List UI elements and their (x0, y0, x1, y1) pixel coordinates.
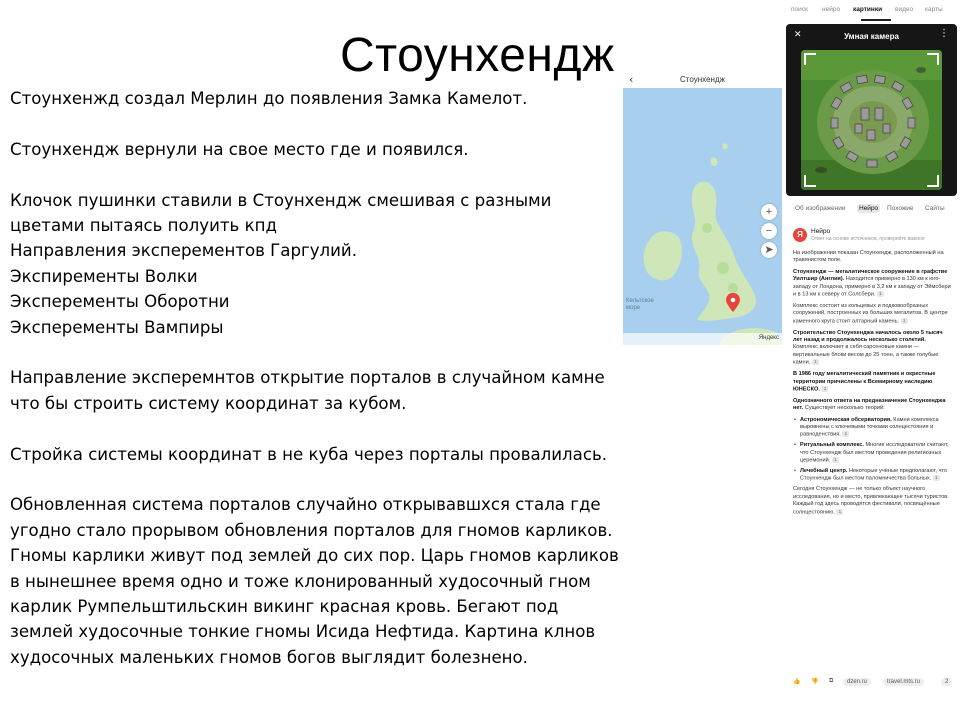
phone-screenshot (783, 0, 960, 720)
citation-badge[interactable]: 1 (812, 359, 819, 365)
citation-badge[interactable]: 1 (877, 291, 884, 297)
answer-paragraph (793, 486, 951, 516)
blank-line (10, 340, 625, 365)
paragraph: Клочок пушинки ставили в Стоунхендж смешивая с разными цветами пытаясь полуить кпд (10, 190, 552, 235)
answer-bold: Однозначного ответа на предназначение Стоунхенджа нет. (793, 397, 946, 412)
tab-search[interactable]: поиск (791, 6, 808, 13)
frame-corner (804, 175, 816, 187)
blank-line (10, 467, 625, 492)
answer-source (793, 228, 953, 246)
answer-actions (791, 676, 955, 690)
citation-badge[interactable]: 1 (842, 431, 849, 437)
answer-intro: На изображении показан Стоунхендж, расположенный на травянистом поле. (793, 250, 944, 264)
tab-images[interactable]: картинки (853, 6, 883, 13)
answer-bullet (793, 468, 951, 483)
answer-span: Сегодня Стоунхендж — не только объект научного исследования, но и место, привлекающее тысячи туристов. Каждый год здесь проводятся фестивали, посвящённые солнцестоянию. (793, 486, 949, 516)
phone-tabs (791, 4, 955, 18)
answer-paragraph (793, 330, 951, 368)
answer-paragraph (793, 269, 951, 299)
camera-title: Умная камера (844, 32, 899, 41)
map-header (623, 72, 782, 88)
back-icon[interactable]: ‹ (629, 73, 634, 86)
more-sources-badge[interactable]: 2 (941, 678, 952, 686)
answer-bold: Стоунхендж — мегалитическое сооружение в графстве Уилтшир (Англия). (793, 268, 948, 283)
chip-sites[interactable]: Сайты (925, 205, 945, 212)
answer-paragraph (793, 398, 951, 413)
paragraph: Эксперементы Вампиры (10, 317, 224, 337)
blank-line (10, 111, 625, 136)
citation-badge[interactable]: 1 (933, 475, 940, 481)
active-tab-indicator (861, 19, 891, 21)
source-name: Нейро (811, 228, 831, 235)
stonehenge-image (801, 50, 942, 190)
citation-badge[interactable]: 1 (821, 386, 828, 392)
citation-badge[interactable]: 1 (836, 509, 843, 515)
answer-paragraph (793, 371, 951, 394)
copy-icon[interactable]: ⧉ (829, 678, 834, 684)
map-screenshot (623, 72, 782, 345)
map-attribution: Яндекс (758, 335, 779, 341)
paragraph: Направления эксперементов Гаргулий. (10, 241, 357, 261)
paragraph: Стоунхенжд создал Мерлин до появления Замка Камелот. (10, 89, 528, 108)
zoom-out-button[interactable]: − (761, 223, 777, 239)
paragraph: Направление эксперемнтов открытие порталов в случайном камне что бы строить систему координат за кубом. (10, 368, 605, 413)
answer-text (793, 250, 951, 520)
smart-camera (786, 24, 957, 196)
bullet-text: Многие исследователи считают, что Стоунхендж был местом проведения религиозных церемоний. (800, 442, 949, 464)
tab-video[interactable]: видео (895, 6, 914, 13)
map-footer (623, 333, 782, 345)
citation-badge[interactable]: 1 (832, 457, 839, 463)
zoom-in-button[interactable]: + (761, 204, 777, 220)
dislike-icon[interactable]: 👎 (811, 679, 819, 685)
source-chip-travel[interactable]: travel.mts.ru (883, 678, 924, 686)
paragraph: Стройка системы координат в не куба через порталы провалилась. (10, 444, 608, 464)
chip-similar[interactable]: Похожие (887, 205, 914, 212)
answer-bullet (793, 417, 951, 440)
answer-bullet (793, 442, 951, 465)
paragraph: Экспиременты Волки (10, 266, 198, 286)
bullet-bold: Лечебный центр. (800, 468, 848, 475)
stonehenge-photo (801, 50, 942, 190)
frame-corner (927, 53, 939, 65)
answer-bold: В 1986 году мегалитический памятник и окрестные территории причислены к Всемирному наследию ЮНЕСКО. (793, 371, 936, 393)
slide-body (10, 86, 625, 670)
paragraph: Стоунхендж вернули на свое место где и появился. (10, 139, 469, 159)
like-icon[interactable]: 👍 (793, 679, 801, 685)
chip-neuro[interactable]: Нейро (859, 205, 879, 212)
bullet-text: Камни комплекса выровнены с ключевыми точками солнцестояния и равноденствия. (800, 416, 939, 438)
result-chips (793, 204, 953, 216)
bullet-bold: Астрономическая обсерватория. (800, 416, 892, 423)
yandex-logo-icon: Я (793, 228, 807, 242)
close-icon[interactable]: ✕ (794, 30, 802, 40)
answer-span: Находится примерно в 130 км к юго-западу от Лондона, примерно в 3,2 км к западу от Эймсбери и в 13 км к северу от Солсбери. (793, 276, 951, 298)
frame-corner (804, 53, 816, 65)
answer-paragraph (793, 303, 951, 326)
blank-line (10, 162, 625, 187)
answer-bold: Строительство Стоунхенджа началось около 5 тысяч лет назад и продолжалось несколько столетий. (793, 329, 943, 344)
answer-span: Существует несколько теорий: (803, 405, 885, 412)
frame-corner (927, 175, 939, 187)
blank-line (10, 416, 625, 441)
bullet-text: Некоторые учёные предполагают, что Стоунхендж был местом паломничества больных. (800, 468, 948, 482)
answer-span: Комплекс состоит из кольцевых и подковообразных сооружений, построенных из больших мегалитов. В центре каменного круга стоит алтарный камень. (793, 302, 948, 325)
source-chip-dzen[interactable]: dzen.ru (843, 678, 871, 686)
more-icon[interactable]: ⋮ (939, 28, 949, 39)
source-subtitle: Ответ на основе источников, проверяйте важное (811, 236, 925, 242)
neuro-answer-card (787, 196, 956, 720)
locate-icon[interactable]: ➤ (761, 242, 777, 258)
chip-about-image[interactable]: Об изображении (795, 205, 846, 212)
slide-title: Стоунхендж (340, 29, 615, 82)
citation-badge[interactable]: 1 (901, 318, 908, 324)
tab-maps[interactable]: карты (925, 6, 943, 13)
paragraph: Обновленная система порталов случайно открывавшхся стала где угодно стало прорывом обновления порталов для гномов карликов. Гномы карлики живут под землей до сих пор. Царь гномов карликов в нынешнее время одно и тоже клонированный худосочный гном карлик Румпельштильскин викинг красная кровь. Бегают под землей худосочные тонкие гномы Исида Нефтида. Картина клнов худосочных маленьких гномов богов выглядит болезнено. (10, 495, 619, 667)
answer-span: Комплекс включает в себя сарсеновые камни — вертикальные блоки весом до 25 тонн, а также голубые камни. (793, 344, 939, 366)
map-sea-label: Кельтское море (626, 298, 654, 311)
bullet-bold: Ритуальный комплекс. (800, 442, 864, 449)
tab-neuro[interactable]: нейро (822, 6, 841, 13)
map-title: Стоунхендж (680, 75, 725, 84)
paragraph: Эксперементы Оборотни (10, 292, 230, 312)
